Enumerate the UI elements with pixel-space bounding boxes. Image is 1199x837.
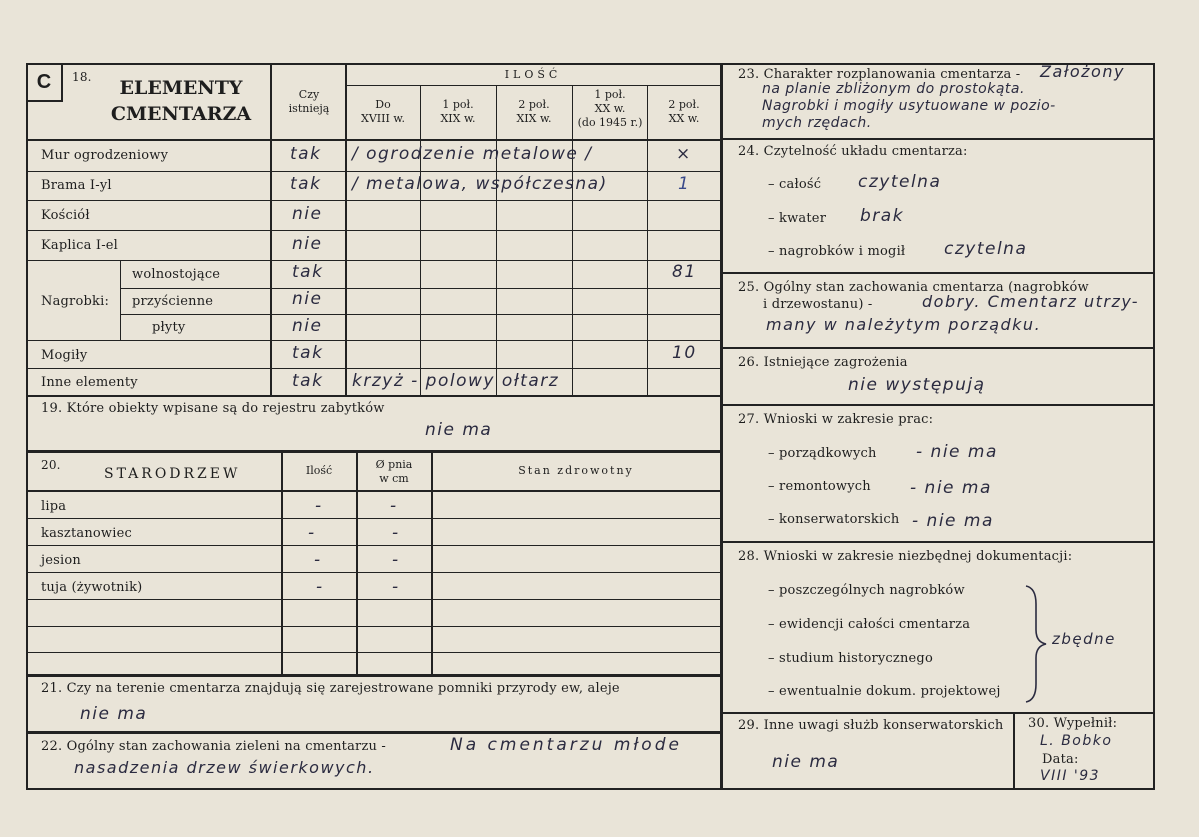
section20-title: STARODRZEW xyxy=(104,466,241,482)
grid-line xyxy=(647,86,648,396)
row-label: Mur ogrodzeniowy xyxy=(41,148,169,163)
readability-value: czytelna xyxy=(858,172,942,192)
tree-health-header: Stan zdrowotny xyxy=(518,464,634,477)
section23-answer-2: na planie zbliżonym do prostokąta. xyxy=(762,81,1025,97)
grid-line xyxy=(26,171,721,172)
documentation-item: – studium historycznego xyxy=(768,651,933,666)
work-label: – remontowych xyxy=(768,479,871,494)
grid-line xyxy=(722,541,1155,543)
row-label: wolnostojące xyxy=(132,267,221,282)
tree-count: - xyxy=(308,523,316,543)
row-note: krzyż - polowy ołtarz xyxy=(352,371,560,391)
exists-value: tak xyxy=(290,174,322,194)
section26-answer: nie występują xyxy=(848,375,986,395)
grid-line xyxy=(722,347,1155,349)
exists-value: tak xyxy=(292,343,324,363)
grid-line xyxy=(26,200,721,201)
tree-count: - xyxy=(314,550,322,570)
grid-line xyxy=(431,450,433,674)
grid-line xyxy=(26,139,721,141)
exists-value: nie xyxy=(292,204,323,224)
period-header-5: 2 poł. XX w. xyxy=(668,98,700,125)
brace-icon xyxy=(1022,584,1052,704)
tree-name: lipa xyxy=(41,499,67,514)
section27-question: 27. Wnioski w zakresie prac: xyxy=(738,412,934,427)
grid-line xyxy=(346,85,720,86)
section-badge: C xyxy=(27,64,63,102)
section26-question: 26. Istniejące zagrożenia xyxy=(738,355,908,370)
readability-label: – nagrobków i mogił xyxy=(768,244,906,259)
grid-line xyxy=(26,652,721,653)
grid-line xyxy=(26,230,721,231)
period-header-3: 2 poł. XIX w. xyxy=(516,98,552,125)
grid-line xyxy=(722,404,1155,406)
grid-line xyxy=(496,86,497,396)
row-label: Brama I-yl xyxy=(41,178,112,193)
tree-diam: - xyxy=(392,523,400,543)
grid-line xyxy=(120,288,721,289)
section29-question: 29. Inne uwagi służb konserwatorskich xyxy=(738,718,1004,733)
grid-line xyxy=(26,572,721,573)
row-label: Kaplica I-el xyxy=(41,238,119,253)
count-value: 1 xyxy=(678,174,691,194)
section25-question-2: i drzewostanu) - xyxy=(763,297,873,312)
row-label: Kościół xyxy=(41,208,90,223)
readability-value: brak xyxy=(860,206,905,226)
tree-count: - xyxy=(315,496,323,516)
row-note: / ogrodzenie metalowe / xyxy=(352,144,593,164)
count-value: × xyxy=(676,144,692,164)
grid-line xyxy=(120,314,721,315)
grid-line xyxy=(281,450,283,674)
section19-question: 19. Które obiekty wpisane są do rejestru zabytków xyxy=(41,401,385,416)
tree-diam-header: Ø pnia w cm xyxy=(375,458,413,485)
row-label: płyty xyxy=(152,320,186,335)
tree-count-header: Ilość xyxy=(305,464,333,477)
grid-line xyxy=(1013,712,1015,790)
section25-answer-1: dobry. Cmentarz utrzy- xyxy=(922,292,1140,311)
grid-line xyxy=(26,368,721,369)
tree-diam: - xyxy=(392,577,400,597)
section23-answer-4: mych rzędach. xyxy=(762,115,872,131)
section23-answer-3: Nagrobki i mogiły usytuowane w pozio- xyxy=(762,98,1056,114)
row-label: przyścienne xyxy=(132,294,214,309)
exists-value: nie xyxy=(292,234,323,254)
documentation-item: – ewentualnie dokum. projektowej xyxy=(768,684,1001,699)
section28-answer: zbędne xyxy=(1052,630,1116,648)
tree-diam: - xyxy=(392,550,400,570)
section25-answer-2: many w należytym porządku. xyxy=(766,315,1042,334)
count-value: 81 xyxy=(672,262,697,282)
readability-value: czytelna xyxy=(944,239,1028,259)
grid-line xyxy=(420,86,421,396)
center-divider xyxy=(720,63,723,790)
filled-by-name: L. Bobko xyxy=(1040,733,1113,749)
section18-number: 18. xyxy=(72,70,92,84)
row-label: Inne elementy xyxy=(41,375,138,390)
section25-question-1: 25. Ogólny stan zachowania cmentarza (nagrobków xyxy=(738,280,1089,295)
section18-title-2: CMENTARZA xyxy=(110,103,252,125)
exists-value: nie xyxy=(292,289,323,309)
grid-line xyxy=(722,712,1155,714)
exists-value: tak xyxy=(292,371,324,391)
grid-line xyxy=(26,674,721,677)
section21-question: 21. Czy na terenie cmentarza znajdują się zarejestrowane pomniki przyrody ew, aleje xyxy=(41,681,620,696)
period-header-2: 1 poł. XIX w. xyxy=(440,98,476,125)
col-exists-header: Czy istnieją xyxy=(288,88,330,115)
readability-label: – kwater xyxy=(768,211,827,226)
grid-line xyxy=(26,260,721,261)
section18-title-1: ELEMENTY xyxy=(119,77,243,99)
tree-name: tuja (żywotnik) xyxy=(41,580,143,595)
section22-answer-2: nasadzenia drzew świerkowych. xyxy=(74,758,375,777)
grid-line xyxy=(120,260,121,340)
work-value: - nie ma xyxy=(912,511,994,531)
grid-line xyxy=(356,450,358,674)
grid-line xyxy=(26,518,721,519)
section22-question: 22. Ogólny stan zachowania zieleni na cmentarzu - xyxy=(41,739,387,754)
section23-answer-1: Założony xyxy=(1040,62,1125,81)
grid-line xyxy=(722,138,1155,140)
section28-question: 28. Wnioski w zakresie niezbędnej dokumentacji: xyxy=(738,549,1073,564)
grid-line xyxy=(572,86,573,396)
section23-question: 23. Charakter rozplanowania cmentarza - xyxy=(738,67,1021,82)
ilosc-header: ILOŚĆ xyxy=(504,68,562,81)
date-value: VIII '93 xyxy=(1040,768,1101,784)
grid-line xyxy=(26,626,721,627)
work-label: – konserwatorskich xyxy=(768,512,900,527)
work-value: - nie ma xyxy=(916,442,998,462)
grid-line xyxy=(26,599,721,600)
grid-line xyxy=(26,731,721,734)
tree-name: kasztanowiec xyxy=(41,526,132,541)
exists-value: nie xyxy=(292,316,323,336)
section20-number: 20. xyxy=(41,458,61,472)
section19-answer: nie ma xyxy=(425,420,493,440)
row-note: / metalowa, współczesna) xyxy=(352,174,608,194)
grid-line xyxy=(722,272,1155,274)
grid-line xyxy=(26,395,721,397)
tree-diam: - xyxy=(390,496,398,516)
documentation-item: – poszczególnych nagrobków xyxy=(768,583,965,598)
exists-value: tak xyxy=(290,144,322,164)
exists-value: tak xyxy=(292,262,324,282)
grid-line xyxy=(26,490,721,492)
documentation-item: – ewidencji całości cmentarza xyxy=(768,617,971,632)
section22-answer-1: Na cmentarzu młode xyxy=(450,735,682,755)
grid-line xyxy=(26,545,721,546)
section29-answer: nie ma xyxy=(772,752,840,772)
tree-count: - xyxy=(316,577,324,597)
tree-name: jesion xyxy=(41,553,81,568)
section21-answer: nie ma xyxy=(80,704,148,724)
grid-line xyxy=(26,450,721,453)
readability-label: – całość xyxy=(768,177,822,192)
period-header-1: Do XVIII w. xyxy=(361,98,405,125)
period-header-4: 1 poł. XX w. (do 1945 r.) xyxy=(577,88,643,129)
grid-line xyxy=(26,340,721,341)
work-label: – porządkowych xyxy=(768,446,877,461)
section24-question: 24. Czytelność układu cmentarza: xyxy=(738,144,968,159)
count-value: 10 xyxy=(672,343,697,363)
row-label: Mogiły xyxy=(41,348,88,363)
nagrobki-label: Nagrobki: xyxy=(41,294,110,309)
date-label: Data: xyxy=(1042,752,1079,767)
filled-by-label: 30. Wypełnił: xyxy=(1028,716,1118,731)
work-value: - nie ma xyxy=(910,478,992,498)
